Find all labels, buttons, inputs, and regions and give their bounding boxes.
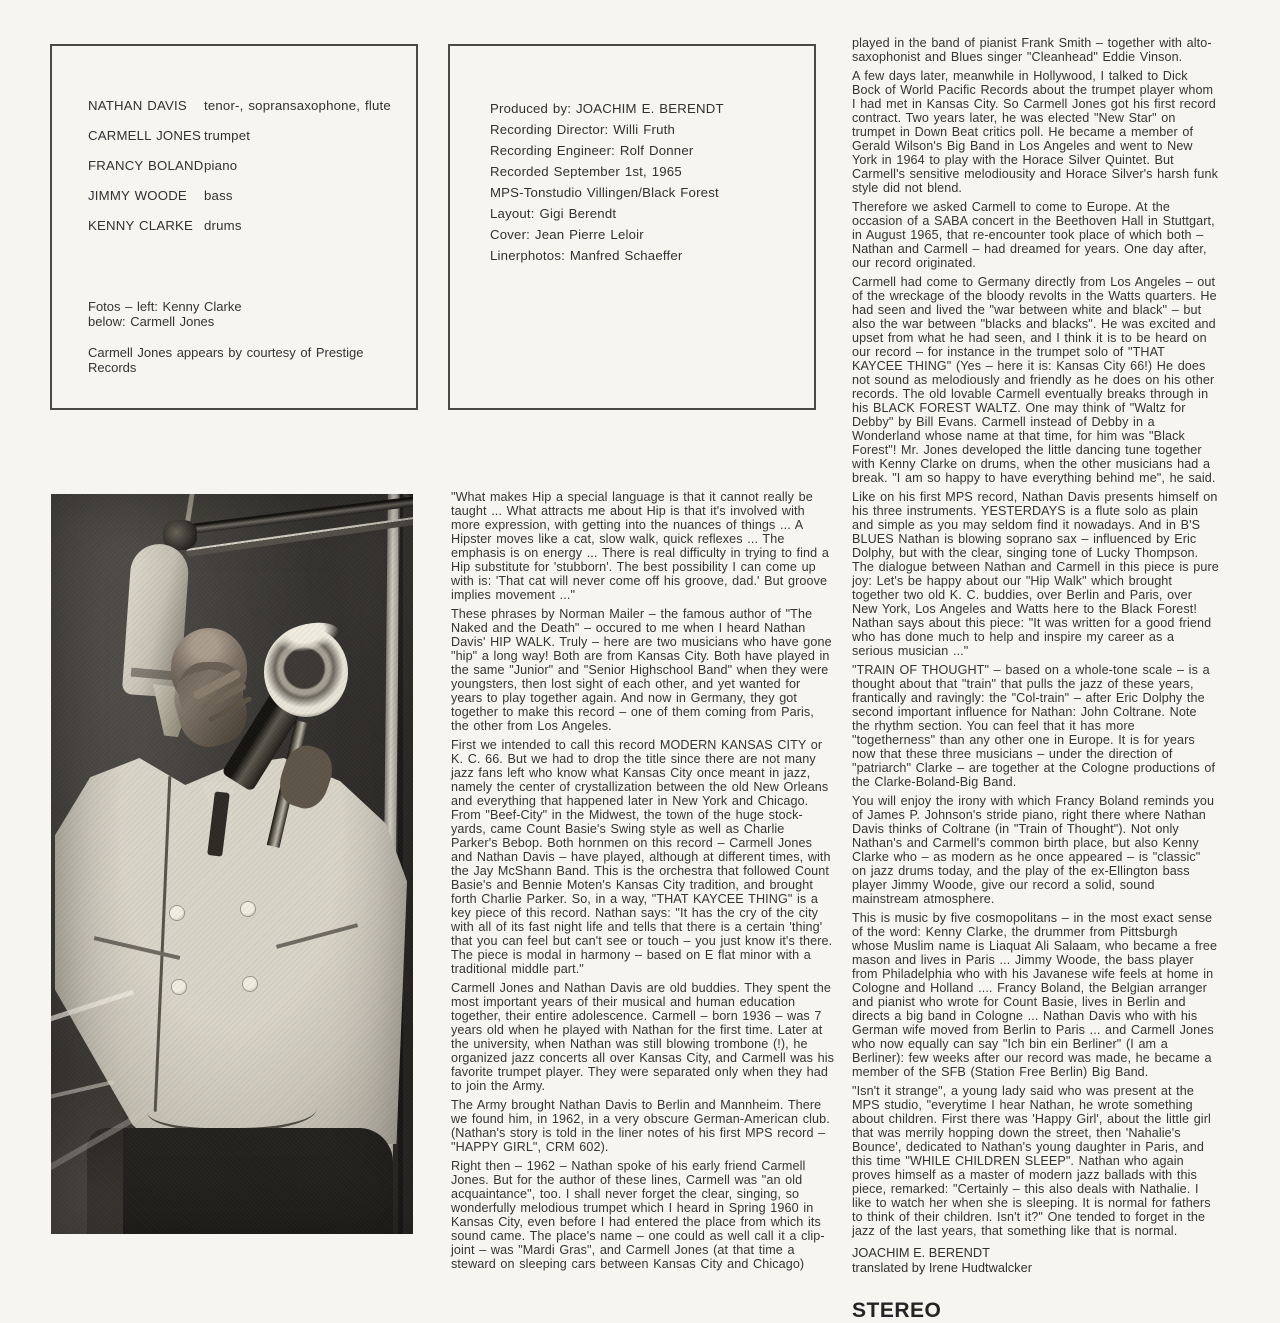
- liner-notes-paragraph: You will enjoy the irony with which Francy Boland reminds you of James P. Johnson's stride piano, right there where Nathan Davis thinks of Coltrane (in "Train of Thought"). Not only Nathan's and Carmell's common birth place, but also Kenny Clarke who – as modern as he once appeared – is "classic" on jazz drums today, and the play of the ex-Ellington bass player Jimmy Woode, give our record a solid, sound mainstream atmosphere.: [852, 794, 1215, 906]
- stereo-label: STEREO: [852, 1299, 942, 1322]
- liner-notes-paragraph: First we intended to call this record MODERN KANSAS CITY or K. C. 66. But we had to drop the title since there are not many jazz fans left who know what Kansas City once meant in jazz, namely the center of crystallization between the old New Orleans and everything that happened later in New York and Chicago. From "Beef-City" in the Midwest, the town of the huge stock-yards, came Count Basie's Swing style as well as Charlie Parker's Bebop. Both hornmen on this record – Carmell Jones and Nathan Davis – have played, although at different times, with the Jay McShann Band. This is the orchestra that followed Count Basie's and Bennie Moten's Kansas City tradition, and brought forth Charlie Parker. So, in a way, "THAT KAYCEE THING" is a key piece of this record. Nathan says: "It has the cry of the city with all of its fast night life and tells that there is a certain 'thing' that you can feel but can't see or touch – you just know it's there. The piece is modal in harmony – based on E flat minor with a traditional middle part.": [451, 738, 833, 976]
- fotos-note-line: Fotos – left: Kenny Clarke: [88, 299, 242, 314]
- credit-line: Produced by: JOACHIM E. BERENDT: [490, 101, 724, 116]
- personnel-row: [88, 98, 396, 113]
- production-credits-box: [448, 44, 816, 410]
- credit-line: Layout: Gigi Berendt: [490, 206, 617, 221]
- musician-name: CARMELL JONES: [88, 128, 202, 143]
- production-credits-list: [490, 102, 800, 270]
- musician-instrument: bass: [204, 188, 233, 203]
- personnel-row: [88, 128, 396, 143]
- credit-line: Recording Director: Willi Fruth: [490, 122, 676, 137]
- photo-vignette: [51, 494, 413, 1234]
- liner-notes-paragraph: A few days later, meanwhile in Hollywood, I talked to Dick Bock of World Pacific Records about the trumpet player whom I had met in Kansas City. So Carmell Jones got his first record contract. Two years later, he was elected "New Star" on trumpet in Down Beat critics poll. He became a member of Gerald Wilson's Big Band in Los Angeles and went to New York in 1964 to play with the Horace Silver Quintet. But Carmell's sensitive melodiousity and Horace Silver's harsh funk style did not blend.: [852, 69, 1218, 195]
- credit-line: Linerphotos: Manfred Schaeffer: [490, 248, 683, 263]
- personnel-row: [88, 188, 396, 203]
- credit-line: Recording Engineer: Rolf Donner: [490, 143, 694, 158]
- fotos-note: [88, 299, 396, 329]
- musician-name: JIMMY WOODE: [88, 188, 187, 203]
- liner-notes-paragraph: Right then – 1962 – Nathan spoke of his early friend Carmell Jones. But for the author of these lines, Carmell was "an old acquaintance", too. I shall never forget the clear, singing, so wonderfully melodious trumpet which I heard in Spring 1960 in Kansas City, even before I had entered the place from which its sound came. The place's name – one could as well call it a clip-joint – was "Mardi Gras", and Carmell Jones (at that time a steward on sleeping cars between Kansas City and Chicago): [451, 1159, 825, 1271]
- musician-instrument: trumpet: [204, 128, 251, 143]
- liner-notes-paragraph: The Army brought Nathan Davis to Berlin and Mannheim. There we found him, in 1962, in a very obscure German-American club. (Nathan's story is told in the liner notes of his first MPS record – "HAPPY GIRL", CRM 602).: [451, 1098, 830, 1154]
- translator-credit: translated by Irene Hudtwalcker: [852, 1259, 1032, 1275]
- liner-notes-column-right: [852, 36, 1219, 1323]
- author-signature: [852, 1246, 1219, 1275]
- liner-notes-paragraph: This is music by five cosmopolitans – in the most exact sense of the word: Kenny Clarke, the drummer from Pittsburgh whose Muslim name is Liaquat Ali Salaam, who became a free mason and lives in Paris ... Jimmy Woode, the bass player from Philadelphia who with his Javanese wife feels at home in Cologne and Holland .... Francy Boland, the Belgian arranger and pianist who wrote for Count Basie, lives in Berlin and directs a big band in Cologne ... Nathan Davis who with his German wife moved from Berlin to Paris ... and Carmell Jones who now equally can say "Ich bin ein Berliner" (I am a Berliner): few weeks after our record was made, he became a member of the SFB (Station Free Berlin) Big Band.: [852, 911, 1218, 1079]
- fotos-note-line: below: Carmell Jones: [88, 314, 215, 329]
- credit-line: Cover: Jean Pierre Leloir: [490, 227, 644, 242]
- author-name: JOACHIM E. BERENDT: [852, 1245, 990, 1260]
- liner-notes-paragraph: Like on his first MPS record, Nathan Davis presents himself on his three instruments. YESTERDAYS is a flute solo as plain and simple as you may seldom find it nowadays. And in B'S BLUES Nathan is blowing soprano sax – influenced by Eric Dolphy, but with the clear, singing tone of Lucky Thompson. The dialogue between Nathan and Carmell in this piece is pure joy: Let's be happy about our "Hip Walk" which brought together two old K. C. buddies, over Berlin and Paris, over New York, Los Angeles and Watts here to the Black Forest! Nathan says about this piece: "It was written for a good friend who has done much to help and inspire my career as a serious musician ...": [852, 490, 1219, 658]
- liner-notes-paragraph: These phrases by Norman Mailer – the famous author of "The Naked and the Death" – occured to me when I heard Nathan Davis' HIP WALK. Truly – here are two musicians who have gone "hip" a long way! Both are from Kansas City. Both have played in the same "Junior" and "Senior Highschool Band" when they were youngsters, then lost sight of each other, and yet wanted for years to play together again. And now in Germany, they got together to make this record – one of them coming from Paris, the other from Los Angeles.: [451, 607, 832, 733]
- liner-notes-paragraph: Therefore we asked Carmell to come to Europe. At the occasion of a SABA concert in the Beethoven Hall in Stuttgart, in August 1965, that re-encounter took place of which both – Nathan and Carmell – had dreamed for years. One day after, our record originated.: [852, 200, 1215, 270]
- personnel-list: [88, 98, 396, 375]
- credit-line: Recorded September 1st, 1965: [490, 164, 682, 179]
- liner-notes-paragraph: "TRAIN OF THOUGHT" – based on a whole-tone scale – is a thought about that "train" that pulls the jazz of these years, frantically and ravingly: the "Col-train" – after Eric Dolphy the second important influence for Nathan: John Coltrane. Note the rhythm section. You can feel that it has more "togetherness" than any other one in Europe. It is for years now that these three musicians – under the direction of "patriarch" Clarke – are together at the Cologne productions of the Clarke-Boland-Big Band.: [852, 663, 1216, 789]
- liner-notes-paragraph: played in the band of pianist Frank Smith – together with alto-saxophonist and Blues singer "Cleanhead" Eddie Vinson.: [852, 36, 1212, 64]
- musician-name: KENNY CLARKE: [88, 218, 194, 233]
- liner-photo-carmell-jones: [51, 494, 413, 1234]
- liner-notes-paragraph: Carmell had come to Germany directly from Los Angeles – out of the wreckage of the bloody revolts in the Watts quarters. He had seen and lived the "war between white and black" – but also the war between "blacks and blacks". He was excited and upset from what he had seen, and I think it is to be heard on our record – for instance in the trumpet solo of "THAT KAYCEE THING" (Yes – here it is: Kansas City 66!) He does not sound as melodiously and friendly as he does on his other records. The old lovable Carmell eventually breaks through in his BLACK FOREST WALTZ. One may think of "Waltz for Debby" by Bill Evans. Carmell instead of Debby in a Wonderland whose name at that time, for him was "Black Forest"! Mr. Jones developed the little dancing tune together with Kenny Clarke on drums, when the other musicians had a break. "I am so happy to have everything behind me", he said.: [852, 275, 1217, 485]
- musician-name: NATHAN DAVIS: [88, 98, 187, 113]
- personnel-credits-box: [50, 44, 418, 410]
- musician-instrument: drums: [204, 218, 242, 233]
- musician-instrument: piano: [204, 158, 238, 173]
- personnel-row: [88, 158, 396, 173]
- liner-notes-column-middle: [451, 490, 835, 1276]
- liner-notes-paragraph: "Isn't it strange", a young lady said who was present at the MPS studio, "everytime I hear Nathan, he wrote something about children. First there was 'Happy Girl', about the little girl that was merrily hopping down the street, then 'Nahalie's Bounce', dedicated to Nathan's young daughter in Paris, and this time "WHILE CHILDREN SLEEP". Nathan who again proves himself as a master of modern jazz ballads with this piece, remarked: "Certainly – this also deals with Nathalie. I like to watch her when she is sleeping. It is normal for fathers to think of their children. Isn't it?" One tended to forget in the jazz of the last years, that something like that is normal.: [852, 1084, 1211, 1238]
- liner-notes-paragraph: "What makes Hip a special language is that it cannot really be taught ... What attracts me about Hip is that it's involved with more expression, with getting into the nuances of things ... A Hipster moves like a cat, slow walk, quick reflexes ... The emphasis is on energy ... There is real difficulty in trying to find a Hip substitute for 'stubborn'. The best possibility I can come up with is: 'That cat will never come off his groove, dad.' But groove implies movement ...": [451, 490, 829, 602]
- courtesy-note: Carmell Jones appears by courtesy of Prestige Records: [88, 345, 364, 375]
- liner-notes-paragraph: Carmell Jones and Nathan Davis are old buddies. They spent the most important years of their musical and human education together, their entire adolescence. Carmell – born 1936 – was 7 years old when he played with Nathan for the first time. Later at the university, when Nathan was still blowing trombone (!), he organized jazz concerts all over Kansas City, and Carmell was his favorite trumpet player. They were separated only when they had to join the Army.: [451, 981, 835, 1093]
- musician-instrument: tenor-, sopransaxophone, flute: [204, 98, 391, 113]
- personnel-row: [88, 218, 396, 233]
- musician-name: FRANCY BOLAND: [88, 158, 204, 173]
- credit-line: MPS-Tonstudio Villingen/Black Forest: [490, 185, 719, 200]
